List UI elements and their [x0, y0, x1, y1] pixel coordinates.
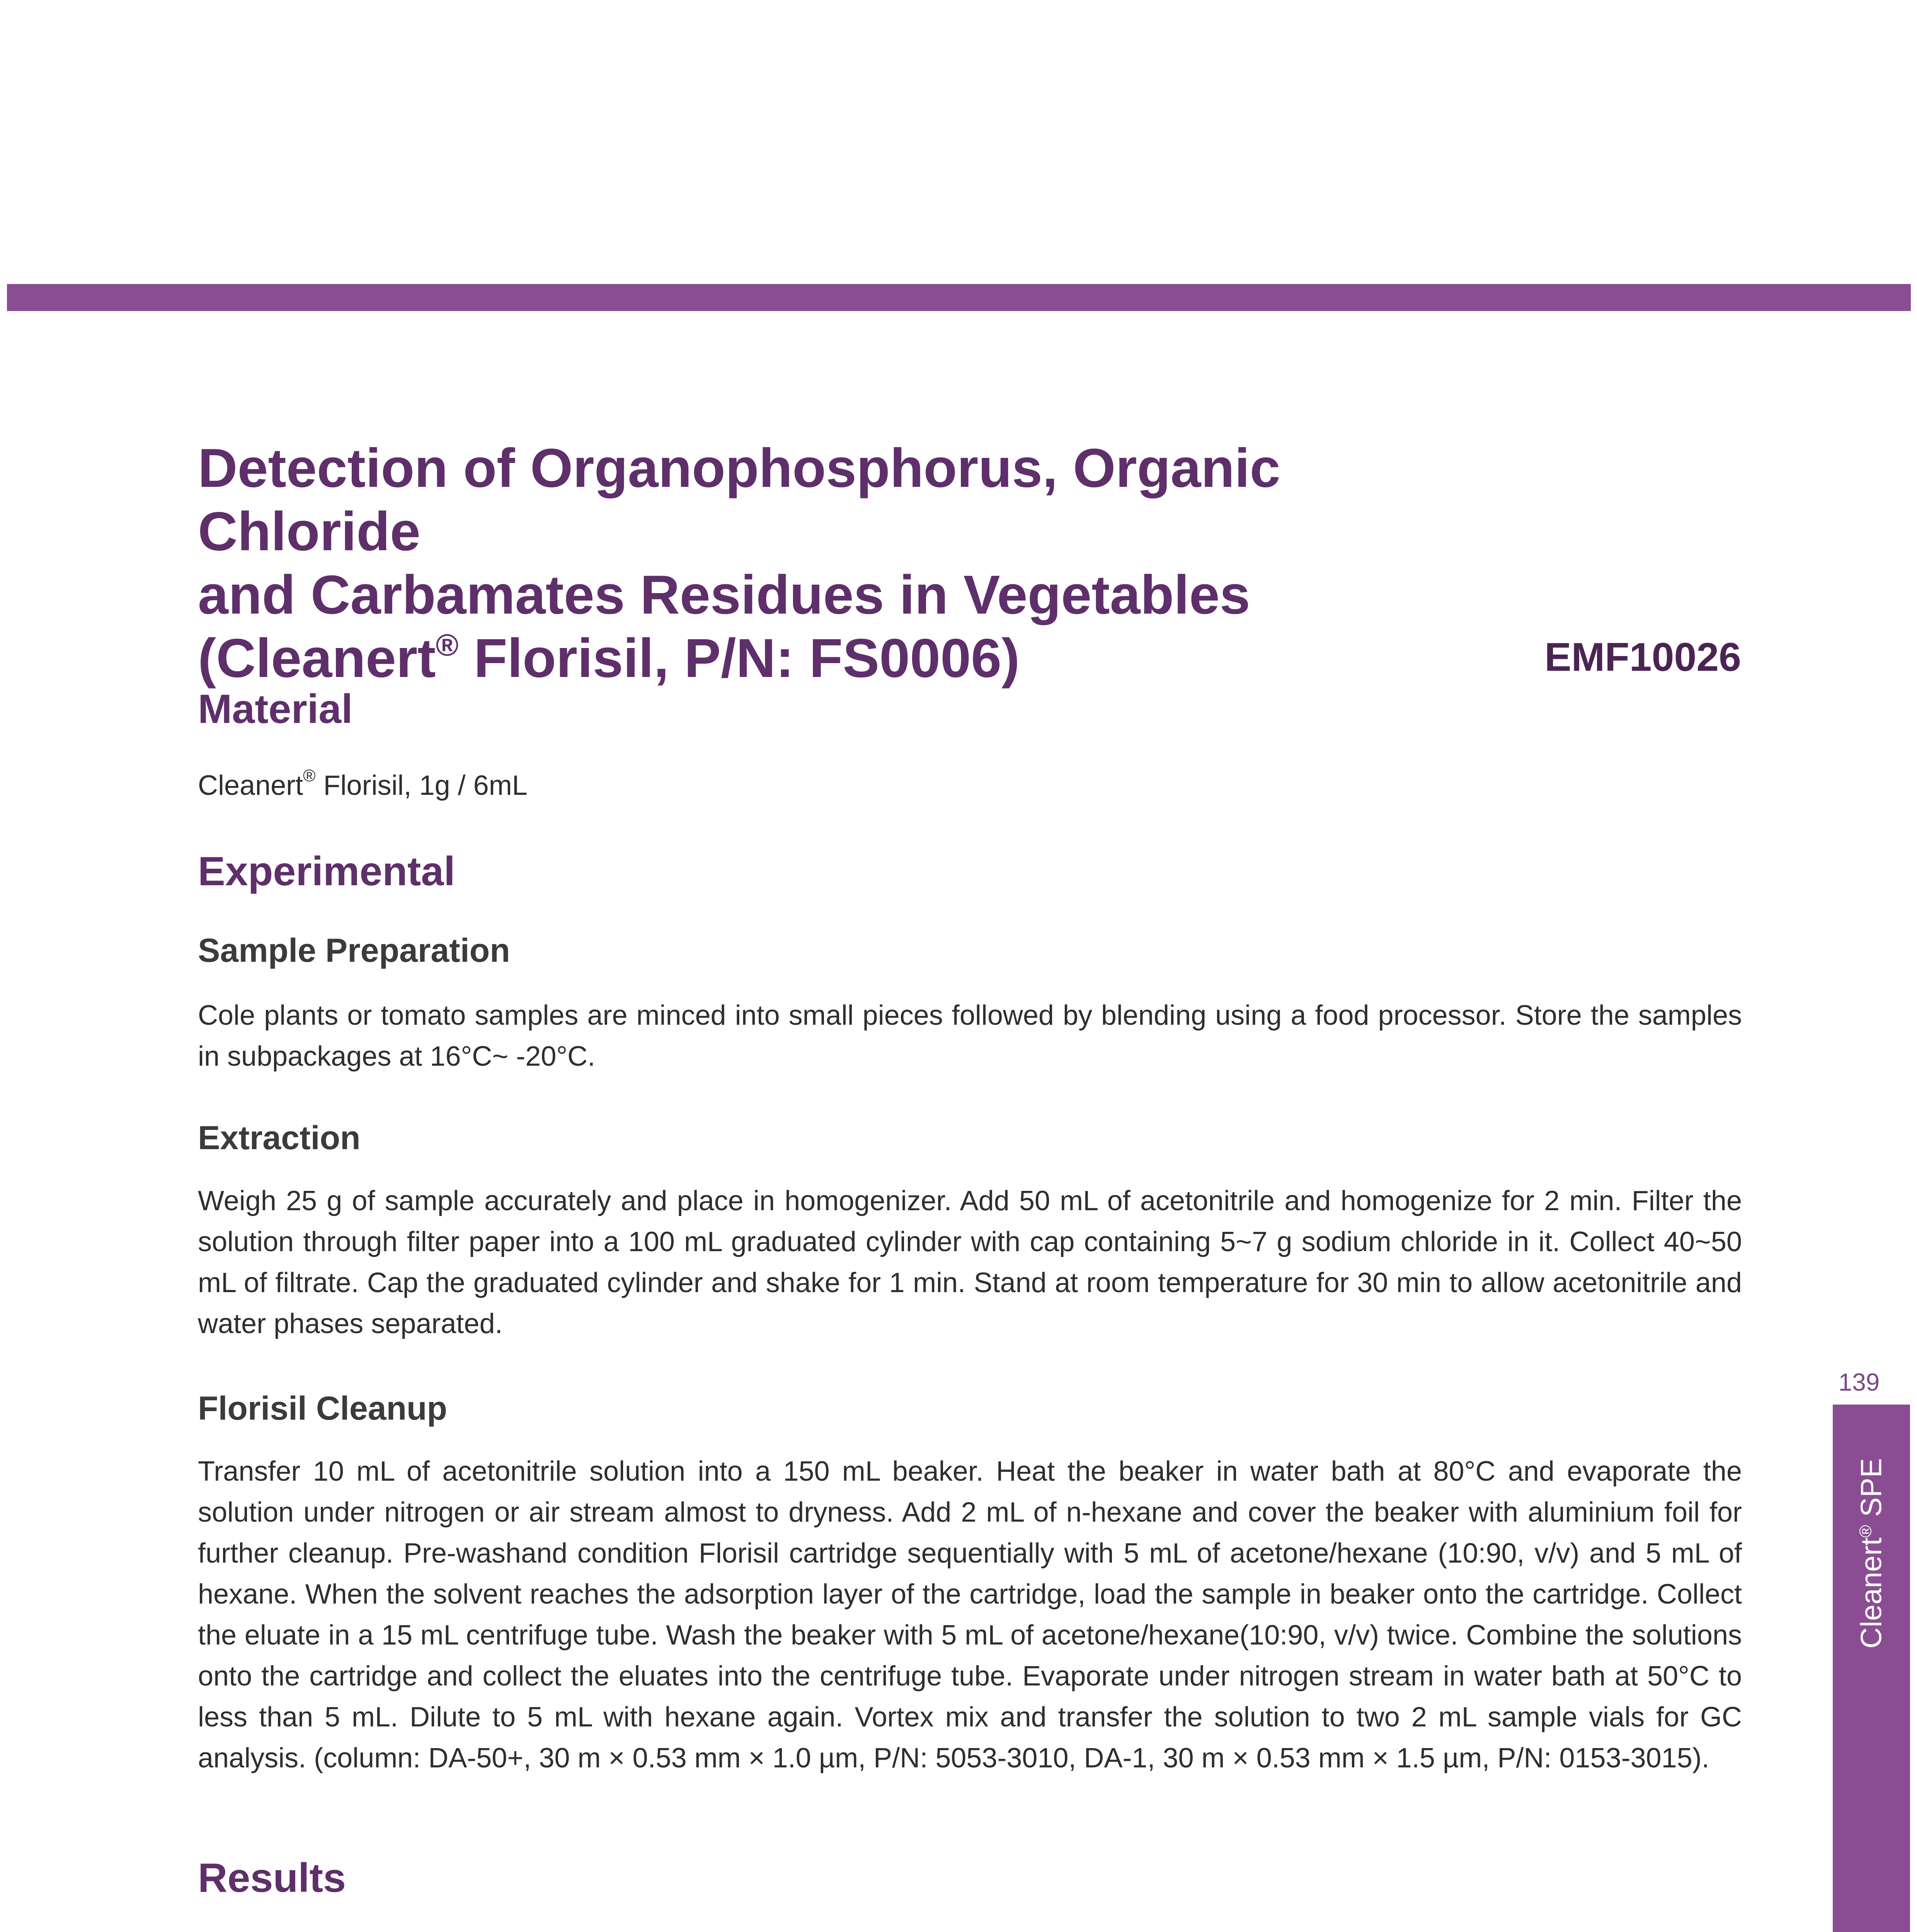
- material-text: Cleanert® Florisil, 1g / 6mL: [198, 766, 528, 801]
- results-heading: Results: [198, 1855, 346, 1901]
- header-color-bar: [7, 284, 1911, 311]
- material-heading: Material: [198, 686, 353, 732]
- sample-preparation-heading: Sample Preparation: [198, 932, 510, 969]
- extraction-heading: Extraction: [198, 1119, 361, 1156]
- document-code: EMF10026: [1544, 635, 1741, 680]
- florisil-cleanup-heading: Florisil Cleanup: [198, 1390, 448, 1427]
- title-line-3: (Cleanert® Florisil, P/N: FS0006): [198, 628, 1020, 689]
- title-line-1: Detection of Organophosphorus, Organic Chloride: [198, 437, 1280, 562]
- extraction-text: Weigh 25 g of sample accurately and place in homogenizer. Add 50 mL of acetonitrile and homogenize for 2 min. Filter the solution through filter paper into a 100 mL graduated cylinder with cap containing 5~7 g sodium chloride in it. Collect 40~50 mL of filtrate. Cap the graduated cylinder and shake for 1 min. Stand at room temperature for 30 min to allow acetonitrile and water phases separated.: [198, 1185, 1742, 1339]
- florisil-cleanup-text: Transfer 10 mL of acetonitrile solution into a 150 mL beaker. Heat the beaker in water bath at 80°C and evaporate the solution under nitrogen or air stream almost to dryness. Add 2 mL of n-hexane and cover the beaker with aluminium foil for further cleanup. Pre-washand condition Florisil cartridge sequentially with 5 mL of acetone/hexane (10:90, v/v) and 5 mL of hexane. When the solvent reaches the adsorption layer of the cartridge, load the sample in beaker onto the cartridge. Collect the eluate in a 15 mL centrifuge tube. Wash the beaker with 5 mL of acetone/hexane(10:90, v/v) twice. Combine the solutions onto the cartridge and collect the eluates into the centrifuge tube. Evaporate under nitrogen stream in water bath at 50°C to less than 5 mL. Dilute to 5 mL with hexane again. Vortex mix and transfer the solution to two 2 mL sample vials for GC analysis. (column: DA-50+, 30 m × 0.53 mm × 1.0 µm, P/N: 5053-3010, DA-1, 30 m × 0.53 mm × 1.5 µm, P/N: 0153-3015).: [198, 1456, 1742, 1774]
- title-line-2: and Carbamates Residues in Vegetables: [198, 564, 1250, 626]
- page-title: [198, 437, 1512, 690]
- page-number: 139: [1838, 1368, 1880, 1396]
- experimental-heading: Experimental: [198, 849, 455, 894]
- sample-preparation-text: Cole plants or tomato samples are minced into small pieces followed by blending using a food processor. Store the samples in subpackages at 16°C~ -20°C.: [198, 1000, 1742, 1072]
- section-side-label: Cleanert® SPE: [1855, 1458, 1888, 1649]
